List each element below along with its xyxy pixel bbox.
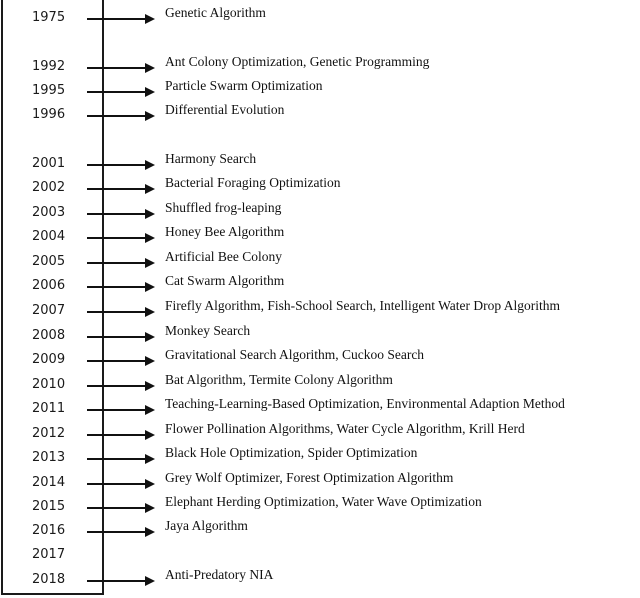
arrow-line <box>87 360 147 362</box>
year-label: 2007 <box>32 303 66 318</box>
right-arrow-icon <box>145 111 155 121</box>
year-label: 2010 <box>32 377 66 392</box>
algorithm-label: Flower Pollination Algorithms, Water Cycle Algorithm, Krill Herd <box>165 421 525 436</box>
arrow-line <box>87 91 147 93</box>
year-label: 2012 <box>32 426 66 441</box>
right-arrow-icon <box>145 282 155 292</box>
algorithm-label: Shuffled frog-leaping <box>165 200 282 215</box>
arrow-line <box>87 164 147 166</box>
right-arrow-icon <box>145 454 155 464</box>
arrow-line <box>87 507 147 509</box>
right-arrow-icon <box>145 430 155 440</box>
timeline-row <box>0 518 640 541</box>
arrow-line <box>87 213 147 215</box>
year-label: 2002 <box>32 180 66 195</box>
year-label: 2015 <box>32 499 66 514</box>
right-arrow-icon <box>145 63 155 73</box>
right-arrow-icon <box>145 258 155 268</box>
algorithm-label: Genetic Algorithm <box>165 5 266 20</box>
right-arrow-icon <box>145 14 155 24</box>
arrow-line <box>87 115 147 117</box>
year-label: 2016 <box>32 523 66 538</box>
timeline-row <box>0 567 640 590</box>
right-arrow-icon <box>145 356 155 366</box>
year-label: 2008 <box>32 328 66 343</box>
year-label: 1995 <box>32 83 66 98</box>
timeline-row <box>0 273 640 296</box>
timeline-row <box>0 323 640 346</box>
arrow-line <box>87 18 147 20</box>
right-arrow-icon <box>145 332 155 342</box>
algorithm-label: Black Hole Optimization, Spider Optimization <box>165 445 418 460</box>
arrow-line <box>87 336 147 338</box>
year-label: 2013 <box>32 450 66 465</box>
algorithm-label: Honey Bee Algorithm <box>165 224 285 239</box>
algorithm-label: Jaya Algorithm <box>165 518 248 533</box>
algorithm-label: Ant Colony Optimization, Genetic Programming <box>165 54 430 69</box>
year-label: 2011 <box>32 401 66 416</box>
right-arrow-icon <box>145 503 155 513</box>
timeline-row <box>0 175 640 198</box>
timeline-row <box>0 151 640 174</box>
timeline-row <box>0 78 640 101</box>
timeline-row <box>0 396 640 419</box>
arrow-line <box>87 237 147 239</box>
year-label: 2003 <box>32 205 66 220</box>
arrow-line <box>87 458 147 460</box>
right-arrow-icon <box>145 381 155 391</box>
algorithm-label: Firefly Algorithm, Fish-School Search, Intelligent Water Drop Algorithm <box>165 298 560 313</box>
algorithm-label: Bat Algorithm, Termite Colony Algorithm <box>165 372 393 387</box>
timeline-row <box>0 102 640 125</box>
right-arrow-icon <box>145 87 155 97</box>
year-label: 1996 <box>32 107 66 122</box>
right-arrow-icon <box>145 479 155 489</box>
right-arrow-icon <box>145 405 155 415</box>
timeline-row <box>0 421 640 444</box>
timeline-row <box>0 470 640 493</box>
arrow-line <box>87 434 147 436</box>
timeline-row <box>0 545 640 565</box>
arrow-line <box>87 262 147 264</box>
year-label: 2009 <box>32 352 66 367</box>
year-label: 2001 <box>32 156 66 171</box>
timeline-row <box>0 494 640 517</box>
algorithm-label: Artificial Bee Colony <box>165 249 282 264</box>
year-label: 2014 <box>32 475 66 490</box>
year-label: 1992 <box>32 59 66 74</box>
arrow-line <box>87 385 147 387</box>
year-label: 1975 <box>32 10 66 25</box>
algorithm-label: Teaching-Learning-Based Optimization, Environmental Adaption Method <box>165 396 565 411</box>
timeline-row <box>0 445 640 468</box>
timeline-row <box>0 347 640 370</box>
year-label: 2005 <box>32 254 66 269</box>
arrow-line <box>87 580 147 582</box>
algorithm-label: Gravitational Search Algorithm, Cuckoo Search <box>165 347 425 362</box>
timeline-row <box>0 54 640 77</box>
algorithm-label: Grey Wolf Optimizer, Forest Optimization Algorithm <box>165 470 454 485</box>
right-arrow-icon <box>145 307 155 317</box>
right-arrow-icon <box>145 209 155 219</box>
arrow-line <box>87 311 147 313</box>
right-arrow-icon <box>145 184 155 194</box>
arrow-line <box>87 531 147 533</box>
right-arrow-icon <box>145 160 155 170</box>
right-arrow-icon <box>145 527 155 537</box>
arrow-line <box>87 483 147 485</box>
year-label: 2006 <box>32 278 66 293</box>
algorithm-label: Elephant Herding Optimization, Water Wave Optimization <box>165 494 482 509</box>
arrow-line <box>87 409 147 411</box>
algorithm-label: Differential Evolution <box>165 102 285 117</box>
arrow-line <box>87 67 147 69</box>
year-label: 2004 <box>32 229 66 244</box>
timeline-row <box>0 200 640 223</box>
algorithm-label: Harmony Search <box>165 151 257 166</box>
timeline-row <box>0 224 640 247</box>
right-arrow-icon <box>145 233 155 243</box>
right-arrow-icon <box>145 576 155 586</box>
timeline-row <box>0 372 640 395</box>
year-label: 2018 <box>32 572 66 587</box>
algorithm-label: Bacterial Foraging Optimization <box>165 175 341 190</box>
arrow-line <box>87 286 147 288</box>
algorithm-label: Anti-Predatory NIA <box>165 567 274 582</box>
algorithm-label: Monkey Search <box>165 323 251 338</box>
arrow-line <box>87 188 147 190</box>
algorithm-label: Cat Swarm Algorithm <box>165 273 285 288</box>
year-label: 2017 <box>32 547 66 562</box>
timeline-row <box>0 249 640 272</box>
algorithm-label: Particle Swarm Optimization <box>165 78 323 93</box>
timeline-row <box>0 5 640 28</box>
timeline-row <box>0 298 640 321</box>
